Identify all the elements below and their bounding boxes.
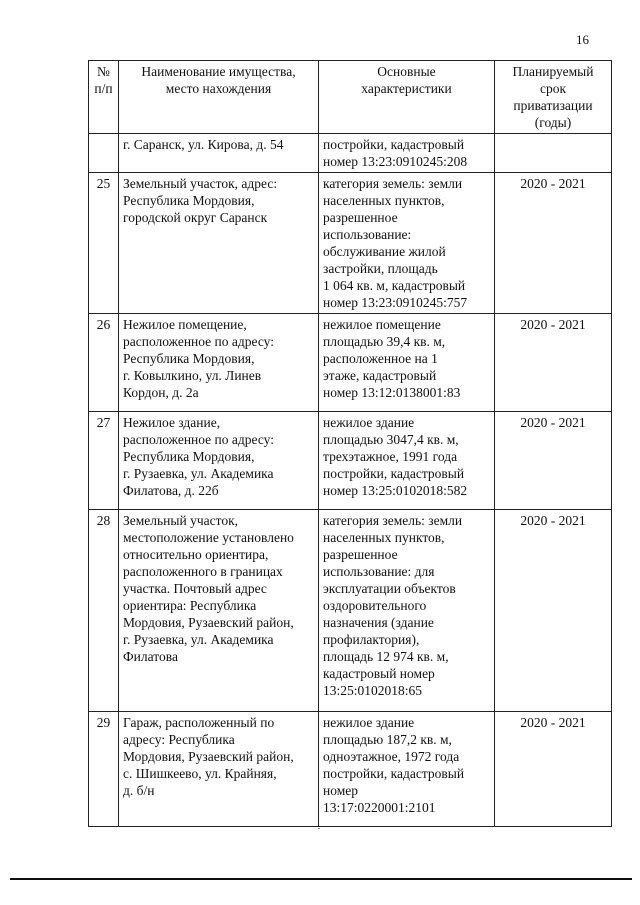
row-term: 2020 - 2021 xyxy=(495,412,612,510)
row-term: 2020 - 2021 xyxy=(495,314,612,412)
table-header-row xyxy=(89,61,612,134)
row-number: 28 xyxy=(89,510,119,712)
row-term: 2020 - 2021 xyxy=(495,173,612,314)
row-number: 29 xyxy=(89,712,119,827)
row-number: 27 xyxy=(89,412,119,510)
page-number: 16 xyxy=(576,32,589,47)
privatization-table xyxy=(88,60,612,827)
row-property-name: Нежилое помещение, расположенное по адресу: Республика Мордовия, г. Ковылкино, ул. Линев Кордон, д. 2а xyxy=(119,314,319,412)
header-privatization-term: Планируемый срок приватизации (годы) xyxy=(495,61,612,134)
table-row xyxy=(89,134,612,173)
row-number: 26 xyxy=(89,314,119,412)
footer-rule xyxy=(10,878,632,880)
row-characteristics: нежилое здание площадью 3047,4 кв. м, трехэтажное, 1991 года постройки, кадастровый номер 13:25:0102018:582 xyxy=(319,412,495,510)
row-term: 2020 - 2021 xyxy=(495,510,612,712)
scan-speck xyxy=(318,828,320,829)
table-row xyxy=(89,412,612,510)
table-row xyxy=(89,510,612,712)
row-term: 2020 - 2021 xyxy=(495,712,612,827)
row-property-name: Земельный участок, адрес: Республика Мордовия, городской округ Саранск xyxy=(119,173,319,314)
row-property-name: г. Саранск, ул. Кирова, д. 54 xyxy=(119,134,319,173)
row-characteristics: нежилое здание площадью 187,2 кв. м, одноэтажное, 1972 года постройки, кадастровый номер 13:17:0220001:2101 xyxy=(319,712,495,827)
row-number xyxy=(89,134,119,173)
row-property-name: Земельный участок, местоположение установлено относительно ориентира, расположенного в границах участка. Почтовый адрес ориентира: Республика Мордовия, Рузаевский район, г. Рузаевка, ул. Академика Филатова xyxy=(119,510,319,712)
header-property-name: Наименование имущества, место нахождения xyxy=(119,61,319,134)
row-characteristics: категория земель: земли населенных пунктов, разрешенное использование: обслуживание жилой застройки, площадь 1 064 кв. м, кадастровый номер 13:23:0910245:757 xyxy=(319,173,495,314)
row-property-name: Гараж, расположенный по адресу: Республика Мордовия, Рузаевский район, с. Шишкеево, ул. Крайняя, д. б/н xyxy=(119,712,319,827)
table-row xyxy=(89,314,612,412)
row-characteristics: нежилое помещение площадью 39,4 кв. м, расположенное на 1 этаже, кадастровый номер 13:12:0138001:83 xyxy=(319,314,495,412)
row-number: 25 xyxy=(89,173,119,314)
row-term xyxy=(495,134,612,173)
row-characteristics: категория земель: земли населенных пунктов, разрешенное использование: для эксплуатации объектов оздоровительного назначения (здание профилактория), площадь 12 974 кв. м, кадастровый номер 13:25:0102018:65 xyxy=(319,510,495,712)
table-row xyxy=(89,712,612,827)
row-characteristics: постройки, кадастровый номер 13:23:0910245:208 xyxy=(319,134,495,173)
table-row xyxy=(89,173,612,314)
header-number: № п/п xyxy=(89,61,119,134)
row-property-name: Нежилое здание, расположенное по адресу: Республика Мордовия, г. Рузаевка, ул. Академика Филатова, д. 22б xyxy=(119,412,319,510)
header-characteristics: Основные характеристики xyxy=(319,61,495,134)
